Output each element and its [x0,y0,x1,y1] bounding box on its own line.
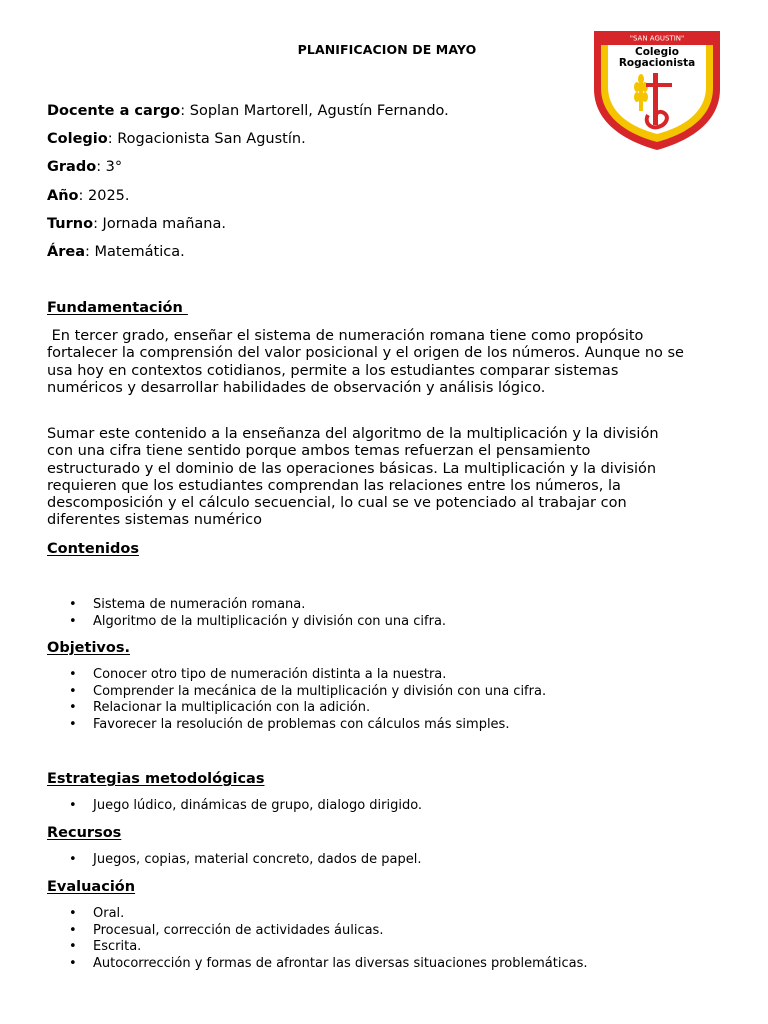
estrategias-heading: Estrategias metodológicas [47,771,265,787]
info-label: Colegio [47,131,108,148]
list-item: • Procesual, corrección de actividades áulicas. [47,923,587,940]
crest-banner-text: "SAN AGUSTIN" [629,34,685,43]
crest-name-line1: Colegio [635,46,679,58]
list-item: • Comprender la mecánica de la multiplicación y división con una cifra. [47,684,546,701]
objetivos-heading: Objetivos. [47,640,130,656]
info-row-turno [47,214,449,242]
list-item: • Escrita. [47,939,587,956]
recursos-heading: Recursos [47,825,122,841]
fundamentacion-paragraph-2: Sumar este contenido a la enseñanza del algoritmo de la multiplicación y la división con una cifra tiene sentido porque ambos temas refuerzan el pensamiento estructurado y el dominio de las operaciones básicas. La multiplicación y la división requieren que los estudiantes comprendan las relaciones entre los números, la descomposición y el cálculo secuencial, lo cual se ve potenciado al trabajar con diferentes sistemas numérico [47,426,659,529]
school-crest-logo [590,27,724,153]
evaluacion-heading: Evaluación [47,879,136,895]
evaluacion-list [47,906,587,973]
list-item: • Autocorrección y formas de afrontar las diversas situaciones problemáticas. [47,956,587,973]
info-row-area [47,242,449,270]
list-item: • Juegos, copias, material concreto, dados de papel. [47,852,421,869]
info-label: Docente a cargo [47,103,181,119]
info-value: : 3° [96,159,123,176]
info-value: : Soplan Martorell, Agustín Fernando. [180,103,449,119]
crest-name-line2: Rogacionista [618,57,696,69]
fundamentacion-heading: Fundamentación [47,300,188,316]
info-label: Grado [47,159,97,176]
list-item: • Sistema de numeración romana. [47,597,446,614]
list-item: • Favorecer la resolución de problemas con cálculos más simples. [47,717,546,734]
info-label: Turno [47,215,94,232]
info-block [47,101,449,270]
info-label: Área [47,243,85,260]
info-value: : Jornada mañana. [93,215,226,232]
objetivos-list [47,667,546,734]
info-label: Año [47,187,79,204]
contenidos-heading: Contenidos [47,541,139,557]
info-value: : Matemática. [85,243,185,260]
page-title: PLANIFICACION DE MAYO [297,42,477,57]
recursos-list [47,852,421,869]
info-value: : 2025. [78,187,130,204]
info-row-anio [47,186,449,214]
list-item: • Algoritmo de la multiplicación y división con una cifra. [47,614,446,631]
estrategias-list [47,798,422,815]
list-item: • Relacionar la multiplicación con la adición. [47,700,546,717]
list-item: • Conocer otro tipo de numeración distinta a la nuestra. [47,667,546,684]
fundamentacion-paragraph-1: En tercer grado, enseñar el sistema de numeración romana tiene como propósito fortalecer la comprensión del valor posicional y el origen de los números. Aunque no se usa hoy en contextos cotidianos, permite a los estudiantes comparar sistemas numéricos y desarrollar habilidades de observación y análisis lógico. [47,328,689,396]
info-row-docente [47,101,449,129]
info-value: : Rogacionista San Agustín. [107,131,306,148]
list-item: • Oral. [47,906,587,923]
list-item: • Juego lúdico, dinámicas de grupo, dialogo dirigido. [47,798,422,815]
info-row-grado [47,157,449,185]
info-row-colegio [47,129,449,157]
contenidos-list [47,597,446,630]
